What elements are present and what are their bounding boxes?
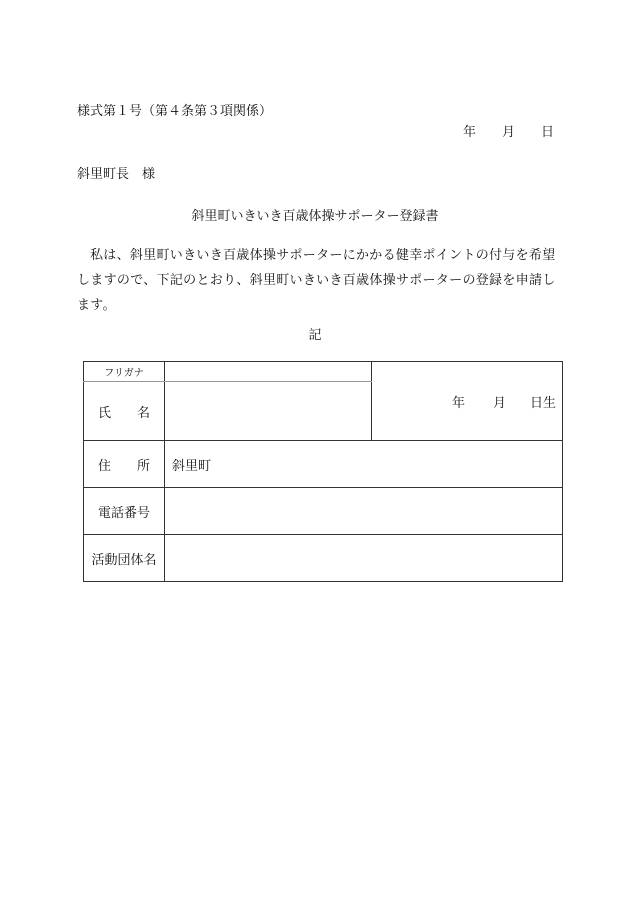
- name-label: 氏 名: [84, 382, 165, 441]
- group-name-field[interactable]: [165, 535, 563, 582]
- address-label: 住 所: [84, 441, 165, 488]
- registration-table: [83, 361, 563, 582]
- phone-label: 電話番号: [84, 488, 165, 535]
- ki-heading: 記: [308, 328, 322, 343]
- furigana-label: フリガナ: [84, 362, 165, 382]
- furigana-field[interactable]: [165, 362, 372, 382]
- group-name-label: 活動団体名: [84, 535, 165, 582]
- date-day-label: 日: [540, 125, 554, 140]
- document-title: 斜里町いきいき百歳体操サポーター登録書: [191, 209, 439, 224]
- form-number: 様式第１号（第４条第３項関係）: [77, 104, 273, 119]
- addressee: 斜里町長 様: [77, 167, 156, 182]
- phone-field[interactable]: [165, 488, 563, 535]
- birth-day-label: 日生: [529, 395, 556, 411]
- birth-year-label: 年: [451, 395, 465, 411]
- date-month-label: 月: [501, 125, 515, 140]
- name-field[interactable]: [165, 382, 372, 441]
- birth-date-field[interactable]: [372, 362, 563, 441]
- address-field[interactable]: 斜里町: [165, 441, 563, 488]
- submission-date: [463, 121, 554, 140]
- application-statement: 私は、斜里町いきいき百歳体操サポーターにかかる健幸ポイントの付与を希望しますので、下記のとおり、斜里町いきいき百歳体操サポーターの登録を申請します。: [77, 248, 556, 313]
- date-year-label: 年: [462, 125, 476, 140]
- birth-month-label: 月: [492, 395, 506, 411]
